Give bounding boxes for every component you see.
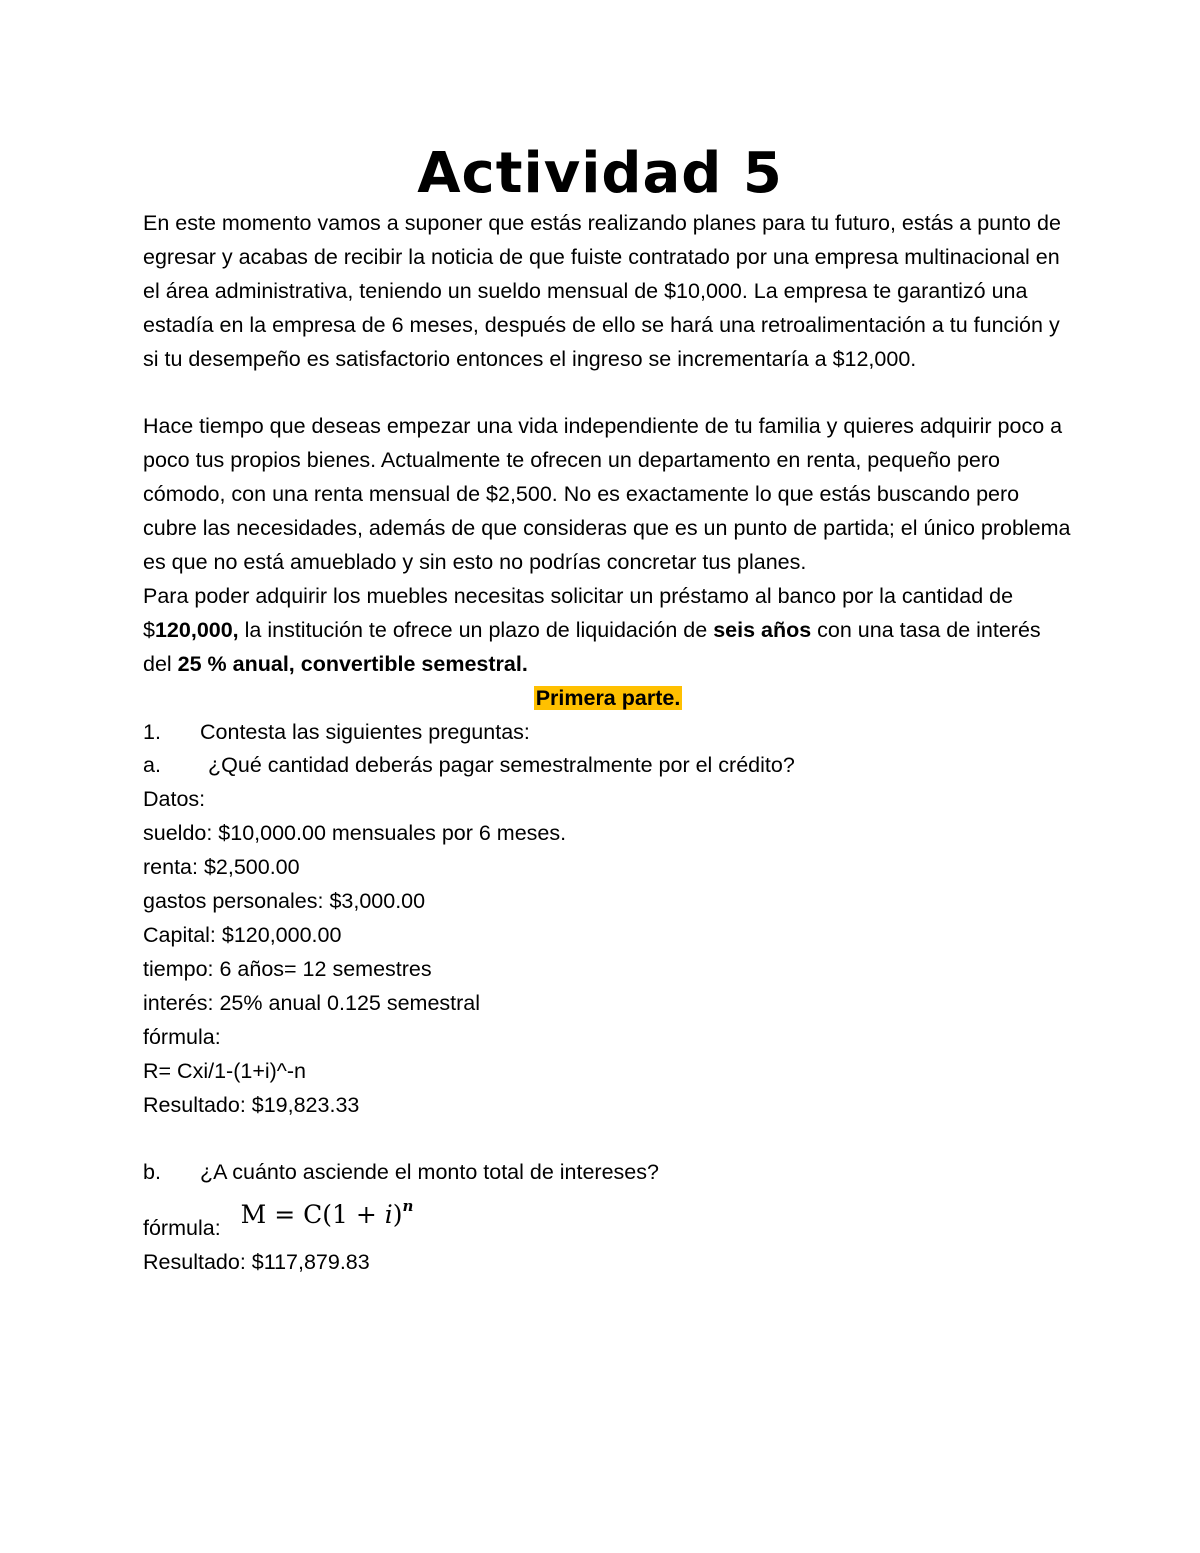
question-a-text: ¿Qué cantidad deberás pagar semestralmente por el crédito?	[208, 753, 795, 778]
paragraph-gap	[143, 377, 1073, 411]
section-heading	[143, 682, 1073, 716]
data-line: renta: $2,500.00	[143, 855, 300, 880]
data-line: gastos personales: $3,000.00	[143, 889, 426, 914]
question-a-letter: a.	[143, 753, 161, 778]
loan-term: seis años	[713, 617, 812, 642]
intro-paragraph-2: Hace tiempo que deseas empezar una vida independiente de tu familia y quieres adquirir poco a poco tus propios bienes. Actualmente te ofrecen un departamento en renta, pequeño pero cómodo, con una renta mensual de $2,500. No es exactamente lo que estás buscando pero cubre las necesidades, además de que consideras que es un punto de partida; el único problema es que no está amueblado y sin esto no podrías concretar tus planes.	[143, 414, 1071, 575]
question-1	[143, 716, 1073, 750]
data-line: interés: 25% anual 0.125 semestral	[143, 990, 481, 1015]
data-line: R= Cxi/1-(1+i)^-n	[143, 1058, 307, 1083]
data-line: Capital: $120,000.00	[143, 923, 342, 948]
question-b-text: ¿A cuánto asciende el monto total de intereses?	[200, 1160, 659, 1185]
loan-amount: 120,000,	[154, 617, 239, 642]
data-line: tiempo: 6 años= 12 semestres	[143, 956, 432, 981]
question-b	[143, 1156, 1073, 1190]
formula-variable: i	[384, 1200, 393, 1230]
datos-label: Datos:	[143, 787, 206, 812]
result-b: Resultado: $117,879.83	[143, 1250, 370, 1275]
document-title: Actividad 5	[417, 141, 783, 206]
formula-rhs: )	[392, 1200, 403, 1230]
data-line: Resultado: $19,823.33	[143, 1092, 360, 1117]
question-a	[143, 749, 1073, 783]
p3-text-3: con una tasa de interés del	[143, 617, 1041, 676]
interest-rate: 25 % anual, convertible semestral.	[177, 651, 528, 676]
formula-row	[143, 1194, 1073, 1246]
intro-paragraph-1: En este momento vamos a suponer que estás realizando planes para tu futuro, estás a punto de egresar y acabas de recibir la noticia de que fuiste contratado por una empresa multinacional en el área administrativa, teniendo un sueldo mensual de $10,000. La empresa te garantizó una estadía en la empresa de 6 meses, después de ello se hará una retroalimentación a tu función y si tu desempeño es satisfactorio entonces el ingreso se incrementaría a $12,000.	[143, 211, 1061, 371]
intro-paragraph-3	[143, 580, 1073, 682]
paragraph-gap	[143, 1122, 1073, 1156]
question-b-letter: b.	[143, 1160, 161, 1185]
section-title-highlight: Primera parte.	[535, 685, 681, 710]
formula-label: fórmula:	[143, 1216, 221, 1241]
formula-exponent: n	[402, 1197, 414, 1216]
compound-interest-formula	[241, 1191, 414, 1230]
data-line: fórmula:	[143, 1024, 221, 1049]
formula-lhs: M = C(1 +	[240, 1200, 385, 1230]
document-body	[143, 207, 1073, 1280]
p3-text-1: Para poder adquirir los muebles necesitas solicitar un préstamo al banco por la cantidad de $	[143, 583, 1014, 642]
question-1-text: Contesta las siguientes preguntas:	[200, 719, 530, 744]
data-line: sueldo: $10,000.00 mensuales por 6 meses.	[143, 821, 567, 846]
p3-text-2: la institución te ofrece un plazo de liquidación de	[238, 617, 714, 642]
question-1-number: 1.	[143, 719, 161, 744]
